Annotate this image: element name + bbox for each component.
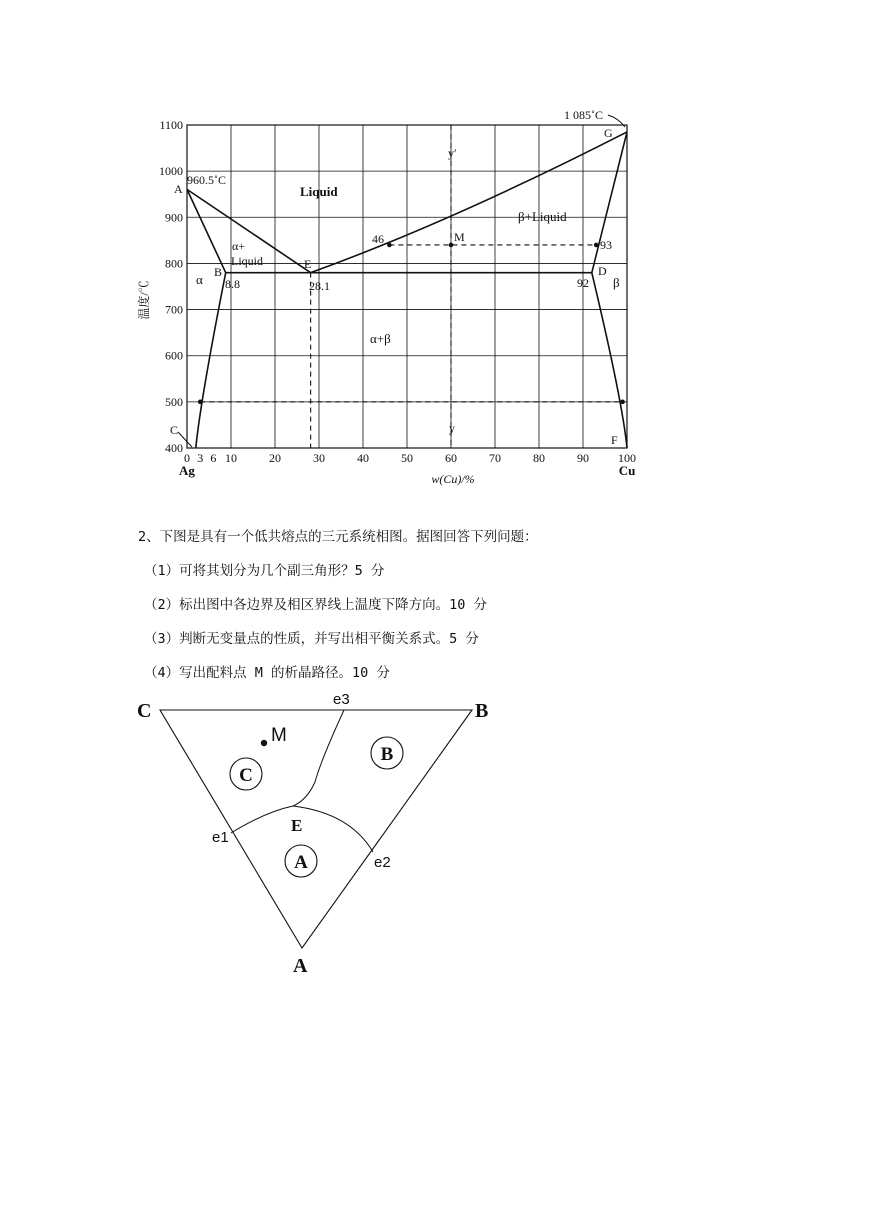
x-tick-label: 70 — [489, 451, 501, 465]
x-tick-label: 40 — [357, 451, 369, 465]
label-alpha-liquid-1: α+ — [232, 239, 246, 253]
phase-boundary-6 — [592, 273, 627, 448]
label-y: y — [449, 421, 455, 435]
question-item-2: （2）标出图中各边界及相区界线上温度下降方向。10 分 — [144, 597, 488, 613]
marker-dot — [449, 243, 454, 248]
x-tick-label: 0 — [184, 451, 190, 465]
point-B-label: B — [214, 265, 223, 279]
point-D-label: D — [598, 264, 607, 278]
region-C-label: C — [239, 765, 253, 786]
question-item-3: （3）判断无变量点的性质，并写出相平衡关系式。5 分 — [144, 631, 479, 647]
label-beta-liquid: β+Liquid — [518, 209, 567, 224]
x-tick-label: 10 — [225, 451, 237, 465]
marker-dot — [620, 400, 625, 405]
x-tick-label: 30 — [313, 451, 325, 465]
vertex-A-label: A — [293, 955, 308, 977]
vertex-B-label: B — [475, 700, 489, 722]
ternary-triangle — [160, 710, 472, 948]
y-tick-label: 800 — [165, 256, 183, 271]
point-A-label: A — [174, 182, 183, 196]
value-46: 46 — [372, 232, 384, 246]
x-tick-label: 20 — [269, 451, 281, 465]
label-alpha: α — [196, 272, 203, 287]
eutectic-E-label: E — [291, 816, 303, 835]
point-G-label: G — [604, 126, 613, 140]
ternary-phase-diagram — [125, 690, 525, 980]
point-M-label: M — [271, 725, 287, 746]
marker-dot — [198, 400, 203, 405]
value-93: 93 — [600, 238, 612, 252]
chart-grid — [187, 125, 627, 448]
point-M-dot — [261, 740, 267, 746]
y-tick-label: 1000 — [159, 164, 183, 179]
region-A-label: A — [294, 852, 308, 873]
label-y-prime: y′ — [448, 146, 457, 160]
x-tick-label: 3 — [197, 451, 204, 465]
right-element-label: Cu — [618, 463, 636, 478]
point-M-label: M — [454, 230, 465, 244]
e3-label: e3 — [333, 691, 350, 708]
x-tick-label: 100 — [618, 451, 636, 465]
x-axis-label: w(Cu)/% — [431, 472, 475, 486]
y-tick-label: 600 — [165, 348, 183, 363]
label-liquid: Liquid — [300, 184, 338, 199]
marker-dot — [594, 243, 599, 248]
x-tick-label: 60 — [445, 451, 457, 465]
point-E-label: E — [304, 257, 312, 271]
y-tick-label: 400 — [165, 441, 183, 455]
value-8-8: 8.8 — [225, 277, 240, 291]
value-28-1: 28.1 — [309, 279, 330, 293]
vertex-C-label: C — [137, 700, 152, 722]
value-92: 92 — [577, 276, 589, 290]
left-element-label: Ag — [179, 463, 195, 478]
ag-cu-phase-diagram — [120, 100, 700, 500]
label-alpha-beta: α+β — [370, 331, 391, 346]
label-beta: β — [613, 275, 620, 290]
x-tick-label: 90 — [577, 451, 589, 465]
question-item-4: （4）写出配料点 M 的析晶路径。10 分 — [144, 665, 390, 681]
y-axis-label: 温度/℃ — [137, 280, 151, 320]
x-tick-label: 6 — [210, 451, 217, 465]
question-item-1: （1）可将其划分为几个副三角形？5 分 — [144, 563, 385, 579]
region-B-label: B — [380, 744, 394, 765]
label-alpha-liquid-2: Liquid — [231, 254, 263, 268]
y-tick-label: 1100 — [159, 118, 183, 132]
point-C-label: C — [170, 423, 179, 437]
e2-label: e2 — [374, 854, 391, 871]
x-tick-label: 50 — [401, 451, 413, 465]
x-tick-label: 80 — [533, 451, 545, 465]
y-tick-label: 700 — [165, 302, 183, 317]
question-title: 2、下图是具有一个低共熔点的三元系统相图。据图回答下列问题： — [138, 529, 538, 545]
dashed-guides — [198, 125, 625, 448]
chart-ticks — [159, 118, 636, 465]
label-melt-right: 1 085˚C — [564, 108, 603, 122]
e1-label: e1 — [212, 829, 229, 846]
question-block — [138, 520, 778, 690]
y-tick-label: 500 — [165, 394, 183, 409]
point-F-label: F — [611, 433, 618, 447]
marker-dot — [387, 243, 392, 248]
label-melt-left: 960.5˚C — [187, 173, 226, 187]
boundary-e3-E — [293, 710, 344, 806]
y-tick-label: 900 — [165, 210, 183, 225]
boundary-e1-E — [231, 806, 293, 833]
phase-boundary-1 — [311, 132, 627, 273]
phase-boundary-5 — [196, 273, 226, 448]
